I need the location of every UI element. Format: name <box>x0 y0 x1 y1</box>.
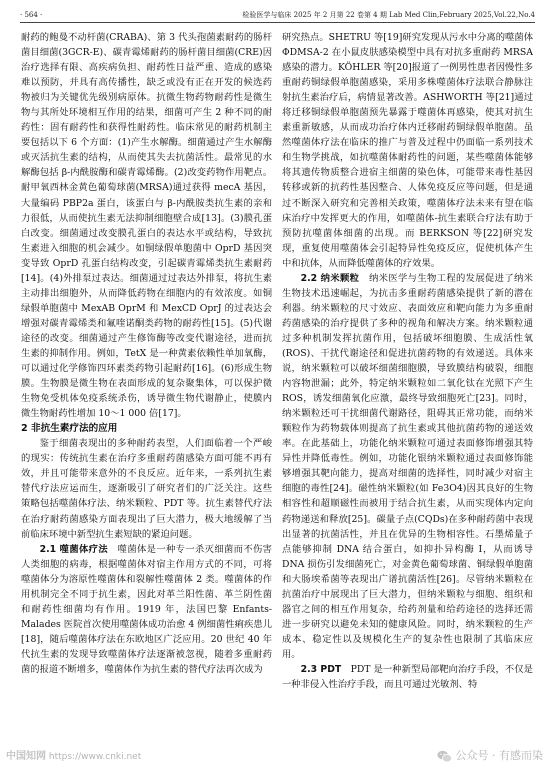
page-number: · 564 · <box>20 11 43 19</box>
paragraph-nanoparticles <box>282 271 533 662</box>
cnki-watermark <box>6 750 141 764</box>
paragraph-phage-therapy <box>21 542 272 677</box>
cnki-url: https://www.cnki.net <box>48 752 142 762</box>
right-column <box>282 30 533 746</box>
pdt-text: PDT 是一种新型局部靶向治疗手段，不仅是一种非侵入性治疗手段，而且可通过光敏剂、特 <box>282 663 533 691</box>
wechat-icon <box>437 750 452 763</box>
subheading-phage-therapy: 2.1 噬菌体疗法 <box>39 543 109 555</box>
paragraph-phage-research: 研究热点。SHETRU 等[19]研究发现从污水中分离的噬菌体 ΦDMSA-2 在小鼠皮肤感染模型中具有对抗多重耐药 MRSA 感染的潜力。KÖHLER 等[20]报道了一例男性患者因慢性多重耐药铜绿假单胞菌感染，采用多株噬菌体疗法联合静脉注射抗生素治疗后，病情显著改善。ASHWORTH 等[21]通过将迁移铜绿假单胞菌预先暴露于噬菌体再感染，使其对抗生素重新敏感，从而成功治疗体内迁移耐药铜绿假单胞菌。虽然噬菌体疗法在临床的推广与普及过程中仍面临一系列技术和生物学挑战，如抗噬菌体耐药性的问题，某些噬菌体能够将其遗传物质整合进宿主细菌的染色体，可能带来毒性基因转移或新的抗药性基因整合、人体免疫反应等问题，但是通过不断深入研究和完善相关政策，噬菌体疗法未来有望在临床治疗中发挥更大的作用，如噬菌体-抗生素联合疗法有助于预防抗噬菌体细菌的出现。而 BERKSON 等[22]研究发现，重复使用噬菌体会引起特异性免疫反应，促使机体产生中和抗体，从而降低噬菌体的疗效果。 <box>282 32 533 269</box>
journal-citation: 检验医学与临床 2025 年 2 月第 22 卷第 4 期 Lab Med Clin,February 2025,Vol.22,No.4 <box>242 11 535 19</box>
subheading-nanoparticles: 2.2 纳米颗粒 <box>300 272 360 284</box>
running-header <box>20 8 535 23</box>
paragraph-resistance-mechanisms: 耐药的鲍曼不动杆菌(CRABA)、第 3 代头孢菌素耐药的肠杆菌目细菌(3GCR-E)、碳青霉烯耐药的肠杆菌目细菌(CRE)因治疗选择有限、高疾病负担、耐药性日益严重、造成的感染难以预防，并具有高传播性，缺乏或没有正在开发的候选药物被归为关键优先级别病原体。抗微生物药物耐药性是微生物与其所处环境相互作用的结果，细菌可产生 2 种不同的耐药性：固有耐药性和获得性耐药性。临床常见的耐药机制主要包括以下 6 个方面：(1)产生水解酶。细菌通过产生水解酶或灭活抗生素的结构，从而使其失去抗菌活性。最常见的水解酶包括 β-内酰胺酶和碳青霉烯酶。(2)改变药物作用靶点。耐甲氧西林金黄色葡萄球菌(MRSA)通过获得 mecA 基因，大量编码 PBP2a 蛋白，该蛋白与 β-内酰胺类抗生素的亲和力很低，从而使抗生素无法抑制细胞壁合成[13]。(3)膜孔蛋白改变。细菌通过改变膜孔蛋白的表达水平或结构，导致抗生素进入细胞的机会减少。如铜绿假单胞菌中 OprD 基因突变导致 OprD 孔蛋白结构改变，引起碳青霉烯类抗生素耐药[14]。(4)外排泵过表达。细菌通过过表达外排泵，将抗生素主动排出细胞外，从而降低药物在细胞内的有效浓度。如铜绿假单胞菌中 MexAB OprM 和 MexCD OprJ 的过表达会增强对碳青霉烯类和氟喹诺酮类药物的耐药性[15]。(5)代谢途径的改变。细菌通过产生修饰酶等改变代谢途径，进而抗生素的抑制作用。例如，TetX 是一种黄素依赖性单加氧酶，可以通过化学修饰四环素类药物引起耐药[16]。(6)形成生物膜。生物膜是微生物在表面形成的复杂聚集体，可以保护微生物免受机体免疫系统杀伤，诱导微生物代谢静止，使膜内微生物耐药性增加 10～1 000 倍[17]。 <box>21 32 272 420</box>
paragraph-alternatives-intro: 鉴于细菌表现出的多种耐药表型，人们面临着一个严峻的现实：传统抗生素在治疗多重耐药菌感染方面可能不再有效，并且可能带来意外的不良反应。近年来，一系列抗生素替代疗法应运而生，逐渐吸引了研究者们的广泛关注。这些策略包括噬菌体疗法、纳米颗粒、PDT 等。抗生素替代疗法在治疗耐药菌感染方面表现出了巨大潜力，极大地缓解了当前临床环境中新型抗生素短缺的紧迫问题。 <box>21 438 272 540</box>
cnki-name: 中国知网 <box>6 751 46 762</box>
section-heading-non-antibiotic-therapy: 2 非抗生素疗法的应用 <box>21 423 118 435</box>
nanoparticles-text: 纳米医学与生物工程的发展促进了纳米生物技术迅速崛起，为抗击多重耐药菌感染提供了新的潜在利器。纳米颗粒的尺寸效应、表面效应和靶向能力为多重耐药菌感染的治疗提供了多种的视角和解决方案。纳米颗粒通过多种机制发挥抗菌作用，包括破坏细胞膜、生成活性氧(ROS)、干扰代谢途径和促进抗菌药物的有效递送。具体来说，纳米颗粒可以破坏细菌细胞膜，导致膜结构破裂，细胞内容物泄漏；此外，特定纳米颗粒如二氧化钛在光照下产生 ROS，诱发细菌氧化应激，最终导致细胞死亡[23]。同时，纳米颗粒还可干扰细菌代谢路径，阻碍其正常功能，而纳米颗粒作为药物载体则提高了抗生素或其他抗菌药物的递送效率。在此基础上，功能化纳米颗粒可通过表面修饰增强其特异性并降低毒性。例如，功能化银纳米颗粒通过表面修饰能够增强其靶向能力，提高对细菌的选择性，同时减少对宿主细胞的毒性[24]。磁性纳米颗粒(如 Fe3O4)因其良好的生物相容性和超顺磁性而被用于结合抗生素，从而实现体内定向药物递送和释放[25]。碳量子点(CQDs)在多种耐药菌中表现出显著的抗菌活性，并且在优异的生物相容性。石墨烯量子点能够抑制 DNA 结合蛋白，如抑扑异构酶 I，从而诱导 DNA 损伤引发细菌死亡，对金黄色葡萄球菌、铜绿假单胞菌和大肠埃希菌等表现出广谱抗菌活性[26]。尽管纳米颗粒在抗菌治疗中展现出了巨大潜力，但纳米颗粒与细胞、组织和器官之间的相互作用复杂，给药剂量和给药途径的选择还需进一步研究以避免未知的健康风险。同时，纳米颗粒的生产成本、稳定性以及规模化生产的复杂性也限制了其临床应用。 <box>282 272 533 660</box>
left-column <box>21 30 272 746</box>
phage-therapy-text: 噬菌体是一种专一杀灭细菌而不伤害人类细胞的病毒，根据噬菌体对宿主作用方式的不同，可将噬菌体分为溶原性噬菌体和裂解性噬菌体 2 类。噬菌体的作用机制完全不同于抗生素，因此对革兰阳性菌、革兰阴性菌和耐药性细菌均有作用。1919 年，法国巴黎 Enfants-Malades 医院首次使用噬菌体成功治愈 4 例细菌性痢疾患儿[18]，随后噬菌体疗法在东欧地区广泛应用。20 世纪 40 年代抗生素的发现导致噬菌体疗法逐渐被忽视，随着多重耐药菌的报道不断增多，噬菌体作为抗生素的替代疗法再次成为 <box>21 543 272 675</box>
wechat-watermark <box>437 748 544 764</box>
subheading-pdt: 2.3 PDT <box>300 663 342 675</box>
paragraph-pdt <box>282 662 533 692</box>
wechat-account-label: 公众号 · 有感而染 <box>455 749 543 762</box>
